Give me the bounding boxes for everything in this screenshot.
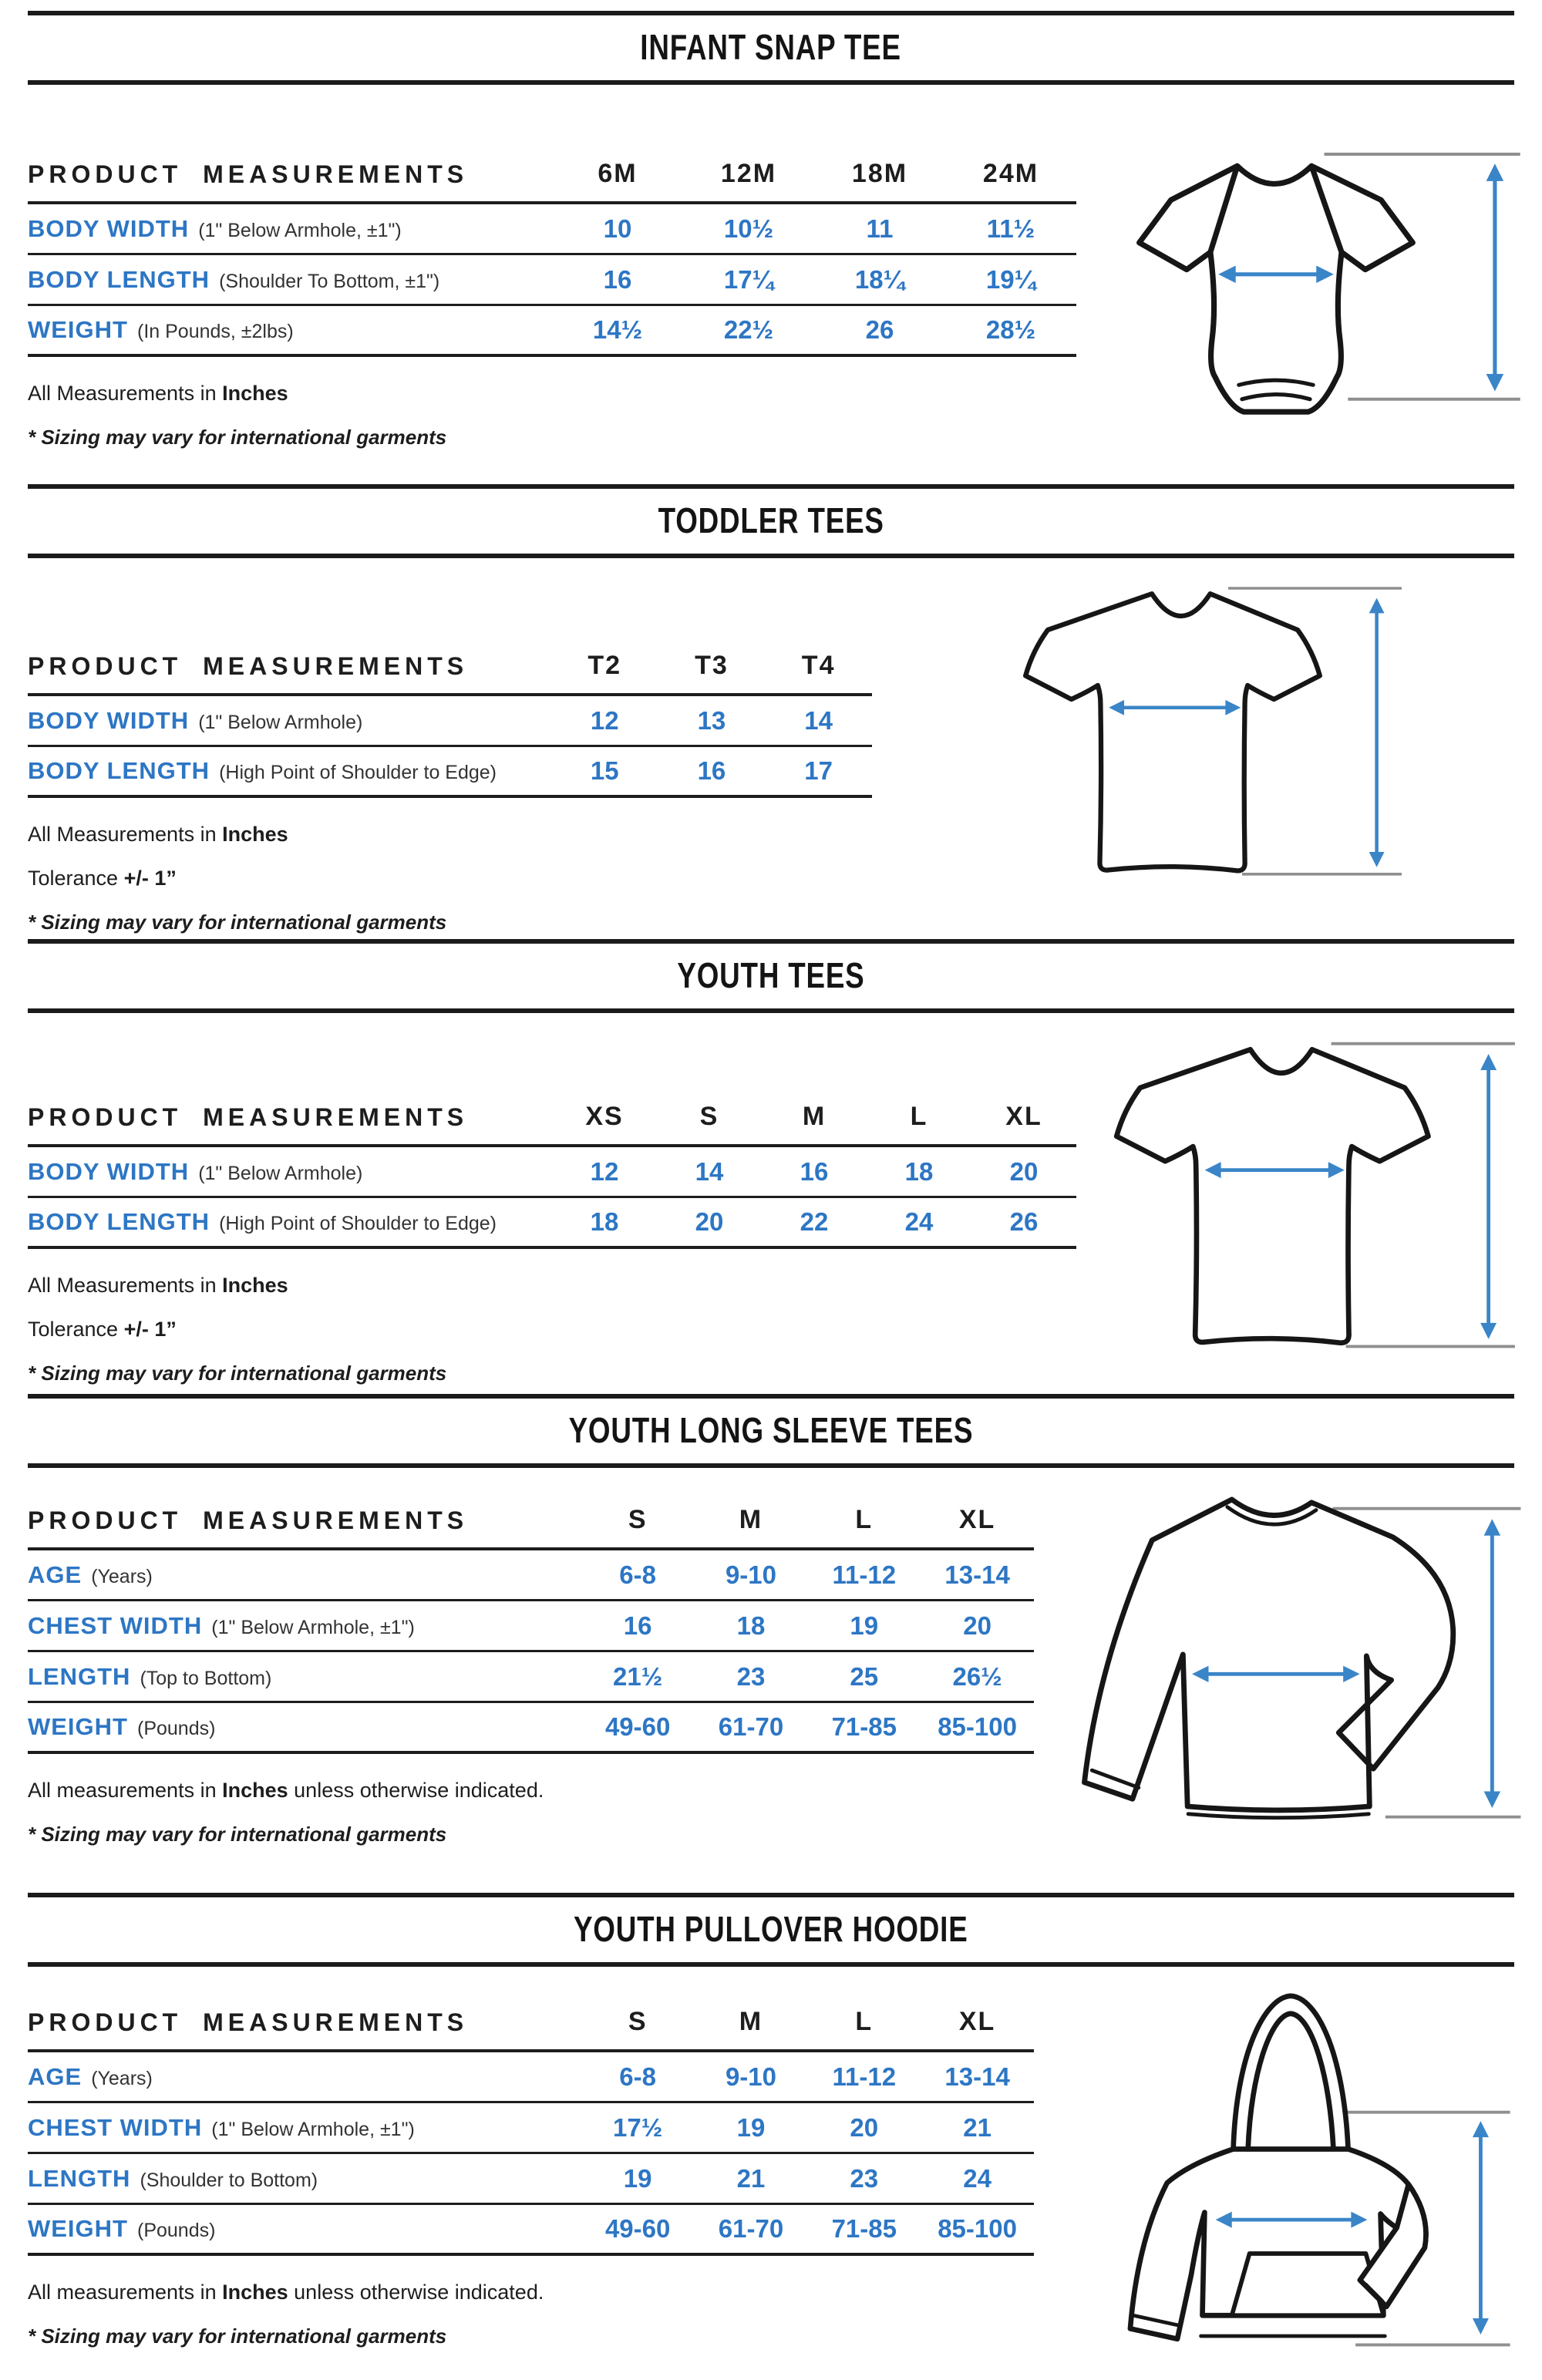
tee-icon: [999, 554, 1416, 900]
row-note: (High Point of Shoulder to Edge): [219, 762, 497, 783]
row-label: BODY LENGTH: [28, 1208, 210, 1235]
table-row: [28, 1198, 1076, 1249]
body-length-arrow: [1486, 163, 1504, 391]
value-cell: 18: [904, 1156, 934, 1186]
size-table: [28, 1102, 1076, 1249]
row-note: (Shoulder To Bottom, ±1"): [219, 270, 440, 292]
row-note: (1" Below Armhole, ±1"): [211, 1616, 415, 1638]
garment-outline: [1085, 1500, 1453, 1818]
table-row: [28, 2154, 1034, 2205]
sizing-disclaimer: * Sizing may vary for international garments: [28, 911, 447, 934]
value-cell: 16: [623, 1611, 652, 1640]
value-cell: 18: [590, 1207, 619, 1236]
row-label: CHEST WIDTH: [28, 2113, 203, 2141]
section-toddler-tees: [0, 476, 1542, 934]
row-note: (High Point of Shoulder to Edge): [219, 1213, 497, 1234]
long-sleeve-tee-icon: [1038, 1466, 1534, 1865]
table-header-row: [28, 1102, 1076, 1147]
section-title: YOUTH PULLOVER HOODIE: [574, 1909, 968, 1949]
value-cell: 13: [697, 705, 726, 735]
garment-outline: [1025, 594, 1320, 870]
value-cell: 85-100: [938, 1712, 1017, 1741]
value-cell: 20: [850, 2112, 879, 2142]
size-column-header: T4: [801, 651, 836, 680]
size-column-header: 18M: [851, 159, 908, 188]
long-sleeve-tee-diagram: [1038, 1466, 1534, 1865]
value-cell: 71-85: [831, 1712, 897, 1741]
value-cell: 21: [963, 2112, 992, 2142]
table-row: [28, 1550, 1034, 1601]
value-cell: 13-14: [944, 1560, 1010, 1589]
size-table: [28, 1505, 1034, 1754]
row-label: BODY LENGTH: [28, 265, 210, 293]
value-cell: 14½: [592, 315, 643, 344]
value-cell: 14: [804, 705, 833, 735]
value-cell: 10½: [723, 214, 774, 243]
table-row: [28, 2205, 1034, 2256]
infant-bodysuit-diagram: [1087, 91, 1530, 470]
hoodie-icon: [1064, 1961, 1520, 2373]
value-cell: 19: [736, 2112, 766, 2142]
row-note: (1" Below Armhole): [198, 1162, 363, 1184]
size-column-header: XL: [958, 1505, 996, 1534]
section-header: [28, 11, 1514, 85]
body-length-arrow: [1480, 1054, 1497, 1339]
table-row: [28, 2103, 1034, 2154]
value-cell: 9-10: [725, 1560, 776, 1589]
table-row: [28, 747, 872, 798]
size-column-header: 24M: [982, 159, 1039, 188]
row-label: WEIGHT: [28, 316, 128, 343]
section-header: [28, 939, 1514, 1013]
value-cell: 9-10: [725, 2062, 776, 2091]
measurements-heading: PRODUCT MEASUREMENTS: [28, 1506, 469, 1534]
length-arrow: [1484, 1519, 1500, 1808]
value-cell: 16: [603, 264, 632, 294]
section-header: [28, 484, 1514, 558]
value-cell: 17¼: [723, 264, 774, 294]
value-cell: 49-60: [604, 1712, 671, 1741]
size-column-header: XL: [1005, 1102, 1042, 1131]
units-note: All Measurements in Inches: [28, 382, 288, 405]
table-header-row: [28, 159, 1076, 204]
value-cell: 20: [1009, 1156, 1039, 1186]
value-cell: 21: [736, 2163, 766, 2193]
value-cell: 61-70: [718, 2214, 784, 2243]
size-column-header: S: [628, 1505, 648, 1534]
section-title: INFANT SNAP TEE: [640, 27, 902, 67]
value-cell: 14: [695, 1156, 724, 1186]
row-label: BODY WIDTH: [28, 1157, 190, 1185]
value-cell: 61-70: [718, 1712, 784, 1741]
table-row: [28, 1601, 1034, 1652]
value-cell: 19: [623, 2163, 652, 2193]
sizing-disclaimer: * Sizing may vary for international garments: [28, 426, 447, 449]
row-label: BODY WIDTH: [28, 214, 190, 242]
tee-icon: [1089, 1007, 1530, 1375]
table-header-row: [28, 1505, 1034, 1550]
size-column-header: M: [739, 2007, 763, 2036]
value-cell: 20: [695, 1207, 724, 1236]
section-header: [28, 1394, 1514, 1468]
value-cell: 24: [904, 1207, 934, 1236]
measurements-heading: PRODUCT MEASUREMENTS: [28, 1103, 469, 1131]
section-title: YOUTH TEES: [677, 955, 865, 995]
value-cell: 26: [865, 315, 894, 344]
value-cell: 28½: [985, 315, 1036, 344]
value-cell: 11-12: [832, 1560, 897, 1589]
value-cell: 6-8: [619, 2062, 656, 2091]
table-header-row: [28, 2007, 1034, 2052]
size-column-header: S: [699, 1102, 719, 1131]
sizing-disclaimer: * Sizing may vary for international garments: [28, 1362, 447, 1385]
size-column-header: XL: [958, 2007, 996, 2036]
section-youth-pullover-hoodie: [0, 1885, 1542, 2380]
value-cell: 11: [866, 214, 894, 243]
value-cell: 22: [800, 1207, 829, 1236]
section-youth-tees: [0, 931, 1542, 1386]
size-table: [28, 651, 872, 798]
infant-bodysuit-icon: [1087, 91, 1530, 470]
sizing-disclaimer: * Sizing may vary for international garments: [28, 2324, 447, 2348]
units-note: All Measurements in Inches: [28, 823, 288, 846]
garment-outline: [1130, 1996, 1426, 2339]
section-title: YOUTH LONG SLEEVE TEES: [568, 1410, 974, 1450]
value-cell: 15: [590, 756, 619, 785]
value-cell: 71-85: [831, 2214, 897, 2243]
section-header: [28, 1893, 1514, 1967]
row-label: LENGTH: [28, 2164, 131, 2192]
row-label: AGE: [28, 2062, 82, 2090]
section-youth-long-sleeve-tees: [0, 1386, 1542, 1885]
measurements-heading: PRODUCT MEASUREMENTS: [28, 652, 469, 680]
table-row: [28, 1703, 1034, 1754]
units-note: All Measurements in Inches: [28, 1274, 288, 1297]
value-cell: 10: [603, 214, 632, 243]
size-column-header: T2: [588, 651, 622, 680]
size-table: [28, 2007, 1034, 2256]
value-cell: 16: [800, 1156, 829, 1186]
value-cell: 11½: [986, 214, 1035, 243]
value-cell: 21½: [613, 1661, 663, 1691]
measurements-heading: PRODUCT MEASUREMENTS: [28, 160, 469, 188]
size-column-header: M: [739, 1505, 763, 1534]
value-cell: 49-60: [604, 2214, 671, 2243]
value-cell: 17: [804, 756, 833, 785]
measurements-heading: PRODUCT MEASUREMENTS: [28, 2008, 469, 2036]
table-row: [28, 204, 1076, 255]
row-note: (Top to Bottom): [140, 1667, 272, 1689]
size-column-header: XS: [585, 1102, 624, 1131]
garment-outline: [1140, 166, 1413, 412]
garment-outline: [1116, 1049, 1428, 1342]
size-column-header: L: [855, 2007, 874, 2036]
row-label: BODY WIDTH: [28, 706, 190, 734]
row-note: (1" Below Armhole): [198, 711, 363, 733]
section-infant-snap-tee: [0, 0, 1542, 476]
value-cell: 23: [850, 2163, 879, 2193]
value-cell: 11-12: [832, 2062, 897, 2091]
value-cell: 19: [850, 1611, 879, 1640]
row-note: (In Pounds, ±2lbs): [137, 321, 294, 342]
table-row: [28, 1652, 1034, 1703]
row-note: (Pounds): [137, 1718, 216, 1739]
value-cell: 26: [1009, 1207, 1039, 1236]
value-cell: 20: [963, 1611, 992, 1640]
value-cell: 13-14: [944, 2062, 1010, 2091]
value-cell: 26½: [952, 1661, 1002, 1691]
row-note: (Pounds): [137, 2220, 216, 2241]
value-cell: 17½: [613, 2112, 663, 2142]
value-cell: 18: [736, 1611, 766, 1640]
tolerance-note: Tolerance +/- 1”: [28, 1318, 177, 1341]
value-cell: 22½: [723, 315, 774, 344]
row-note: (Years): [91, 2067, 153, 2089]
size-table: [28, 159, 1076, 357]
value-cell: 25: [850, 1661, 879, 1691]
table-header-row: [28, 651, 872, 696]
length-arrow: [1473, 2121, 1489, 2335]
size-column-header: M: [802, 1102, 827, 1131]
row-note: (1" Below Armhole, ±1"): [211, 2118, 415, 2140]
row-note: (1" Below Armhole, ±1"): [198, 219, 402, 241]
value-cell: 12: [590, 705, 619, 735]
toddler-tee-diagram: [999, 554, 1416, 900]
tolerance-note: Tolerance +/- 1”: [28, 867, 177, 890]
row-label: WEIGHT: [28, 1713, 128, 1740]
row-note: (Shoulder to Bottom): [140, 2169, 318, 2191]
size-column-header: 6M: [598, 159, 638, 188]
row-label: AGE: [28, 1560, 82, 1588]
row-note: (Years): [91, 1565, 153, 1587]
value-cell: 18¼: [854, 264, 905, 294]
table-row: [28, 2052, 1034, 2103]
pullover-hoodie-diagram: [1064, 1961, 1520, 2373]
size-column-header: 12M: [720, 159, 777, 188]
size-column-header: S: [628, 2007, 648, 2036]
section-title: TODDLER TEES: [658, 500, 884, 540]
value-cell: 12: [590, 1156, 619, 1186]
youth-tee-diagram: [1089, 1007, 1530, 1375]
row-label: CHEST WIDTH: [28, 1611, 203, 1639]
table-row: [28, 1147, 1076, 1198]
value-cell: 85-100: [938, 2214, 1017, 2243]
value-cell: 6-8: [619, 1560, 656, 1589]
size-column-header: L: [910, 1102, 928, 1131]
size-column-header: T3: [695, 651, 729, 680]
units-note: All measurements in Inches unless otherwise indicated.: [28, 2281, 544, 2304]
value-cell: 19¼: [985, 264, 1036, 294]
value-cell: 16: [697, 756, 726, 785]
table-row: [28, 696, 872, 747]
sizing-disclaimer: * Sizing may vary for international garments: [28, 1823, 447, 1846]
table-row: [28, 306, 1076, 357]
size-column-header: L: [855, 1505, 874, 1534]
row-label: BODY LENGTH: [28, 757, 210, 784]
body-length-arrow: [1369, 598, 1385, 867]
units-note: All measurements in Inches unless otherwise indicated.: [28, 1779, 544, 1802]
row-label: WEIGHT: [28, 2215, 128, 2242]
value-cell: 23: [736, 1661, 766, 1691]
value-cell: 24: [963, 2163, 992, 2193]
row-label: LENGTH: [28, 1662, 131, 1690]
table-row: [28, 255, 1076, 306]
